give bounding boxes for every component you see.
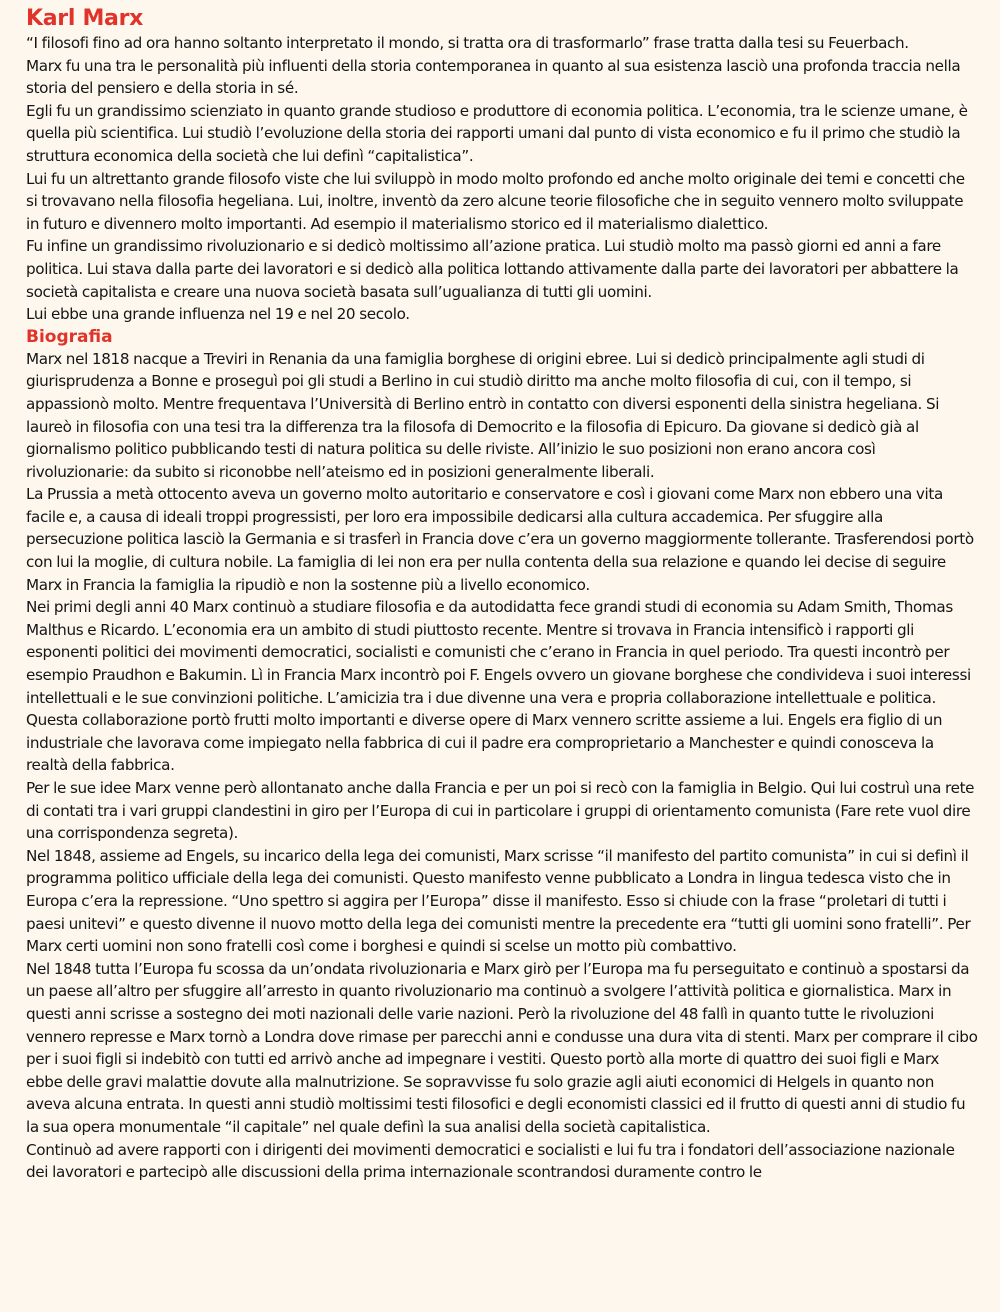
- biography-paragraph-6: Nel 1848 tutta l’Europa fu scossa da un’ondata rivoluzionaria e Marx girò per l’Europa ma fu perseguitato e continuò a spostarsi da un paese all’altro per sfuggire all’arresto in quanto rivoluzionario ma continuò a svolgere l’attività politica e giornalistica. Marx in questi anni scrisse a sostegno dei moti nazionali delle varie nazioni. Però la rivoluzione del 48 fallì in quanto tutte le rivoluzioni vennero represse e Marx tornò a Londra dove rimase per parecchi anni e condusse una dura vita di stenti. Marx per comprare il cibo per i suoi figli si indebitò con tutti ed arrivò anche ad impegnare i vestiti. Questo portò alla morte di quattro dei suoi figli e Marx ebbe delle gravi malattie dovute alla malnutrizione. Se sopravvisse fu solo grazie agli aiuti economici di Helgels in quanto non aveva alcuna entrata. In questi anni studiò moltissimi testi filosofici e degli economisti classici ed il frutto di questi anni di studio fu la sua opera monumentale “il capitale” nel quale definì la sua analisi della società capitalistica.: [26, 959, 978, 1136]
- intro-paragraph-2: Marx fu una tra le personalità più influenti della storia contemporanea in quanto al sua esistenza lasciò una profonda traccia nella storia del pensiero e della storia in sé.: [26, 56, 961, 98]
- page-title: Karl Marx: [26, 6, 144, 31]
- biography-paragraph-7: Continuò ad avere rapporti con i dirigenti dei movimenti democratici e socialisti e lui fu tra i fondatori dell’associazione nazionale dei lavoratori e partecipò alle discussioni della prima internazionale scontrandosi duramente contro le: [26, 1140, 955, 1182]
- intro-paragraph-3: Egli fu un grandissimo scienziato in quanto grande studioso e produttore di economia politica. L’economia, tra le scienze umane, è quella più scientifica. Lui studiò l’evoluzione della storia dei rapporti umani dal punto di vista economico e fu il primo che studiò la struttura economica della società che lui definì “capitalistica”.: [26, 101, 968, 165]
- intro-paragraph-1: “I filosofi fino ad ora hanno soltanto interpretato il mondo, si tratta ora di trasformarlo” frase tratta dalla tesi su Feuerbach.: [26, 34, 909, 52]
- biography-paragraph-2: La Prussia a metà ottocento aveva un governo molto autoritario e conservatore e così i giovani come Marx non ebbero una vita facile e, a causa di ideali troppi progressisti, per loro era impossibile dedicarsi alla cultura accademica. Per sfuggire alla persecuzione politica lasciò la Germania e si trasferì in Francia dove c’era un governo maggiormente tollerante. Trasferendosi portò con lui la moglie, di cultura nobile. La famiglia di lei non era per nulla contenta della sua relazione e quando lei decise di seguire Marx in Francia la famiglia la ripudiò e non la sostenne più a livello economico.: [26, 485, 974, 594]
- section-title-biografia: Biografia: [26, 326, 113, 347]
- biography-paragraph-1: Marx nel 1818 nacque a Treviri in Renania da una famiglia borghese di origini ebree. Lui si dedicò principalmente agli studi di giurisprudenza a Bonne e proseguì poi gli studi a Berlino in cui studiò diritto ma anche molto filosofia di cui, con il tempo, si appassionò molto. Mentre frequentava l’Università di Berlino entrò in contatto con diversi esponenti della sinistra hegeliana. Si laureò in filosofia con una tesi tra la differenza tra la filosofa di Democrito e la filosofia di Epicuro. Da giovane si dedicò già al giornalismo politico pubblicando testi di natura politica su delle riviste. All’inizio le suo posizioni non erano ancora così rivoluzionarie: da subito si riconobbe nell’ateismo ed in posizioni generalmente liberali.: [26, 349, 940, 481]
- biography-paragraph-5: Nel 1848, assieme ad Engels, su incarico della lega dei comunisti, Marx scrisse “il manifesto del partito comunista” in cui si definì il programma politico ufficiale della lega dei comunisti. Questo manifesto venne pubblicato a Londra in lingua tedesca visto che in Europa c’era la repressione. “Uno spettro si aggira per l’Europa” disse il manifesto. Esso si chiude con la frase “proletari di tutti i paesi unitevi” e questo divenne il nuovo motto della lega dei comunisti mentre la precedente era “tutti gli uomini sono fratelli”. Per Marx certi uomini non sono fratelli così come i borghesi e quindi si scelse un motto più combattivo.: [26, 846, 971, 956]
- intro-paragraph-4: Lui fu un altrettanto grande filosofo viste che lui sviluppò in modo molto profondo ed anche molto originale dei temi e concetti che si trovavano nella filosofia hegeliana. Lui, inoltre, inventò da zero alcune teorie filosofiche che in seguito vennero molto sviluppate in futuro e divennero molto importanti. Ad esempio il materialismo storico ed il materialismo dialettico.: [26, 169, 965, 233]
- intro-paragraph-5: Fu infine un grandissimo rivoluzionario e si dedicò moltissimo all’azione pratica. Lui studiò molto ma passò giorni ed anni a fare politica. Lui stava dalla parte dei lavoratori e si dedicò alla politica lottando attivamente dalla parte dei lavoratori per abbattere la società capitalista e creare una nuova società basata sull’ugualianza di tutti gli uomini.: [26, 237, 959, 301]
- biography-paragraph-4: Per le sue idee Marx venne però allontanato anche dalla Francia e per un poi si recò con la famiglia in Belgio. Qui lui costruì una rete di contati tra i vari gruppi clandestini in giro per l’Europa di cui in particolare i gruppi di orientamento comunista (Fare rete vuol dire una corrispondenza segreta).: [26, 779, 975, 843]
- intro-paragraph-6: Lui ebbe una grande influenza nel 19 e nel 20 secolo.: [26, 305, 410, 324]
- biography-paragraph-3: Nei primi degli anni 40 Marx continuò a studiare filosofia e da autodidatta fece grandi studi di economia su Adam Smith, Thomas Malthus e Ricardo. L’economia era un ambito di studi piuttosto recente. Mentre si trovava in Francia intensificò i rapporti gli esponenti politici dei movimenti democratici, socialisti e comunisti che c’erano in Francia in quel periodo. Tra questi incontrò per esempio Praudhon e Bakumin. Lì in Francia Marx incontrò poi F. Engels ovvero un giovane borghese che condivideva i suoi interessi intellettuali e le sue convinzioni politiche. L’amicizia tra i due divenne una vera e propria collaborazione intellettuale e politica. Questa collaborazione portò frutti molto importanti e diverse opere di Marx vennero scritte assieme a lui. Engels era figlio di un industriale che lavorava come impiegato nella fabbrica di cui il padre era comproprietario a Manchester e quindi conosceva la realtà della fabbrica.: [26, 598, 971, 775]
